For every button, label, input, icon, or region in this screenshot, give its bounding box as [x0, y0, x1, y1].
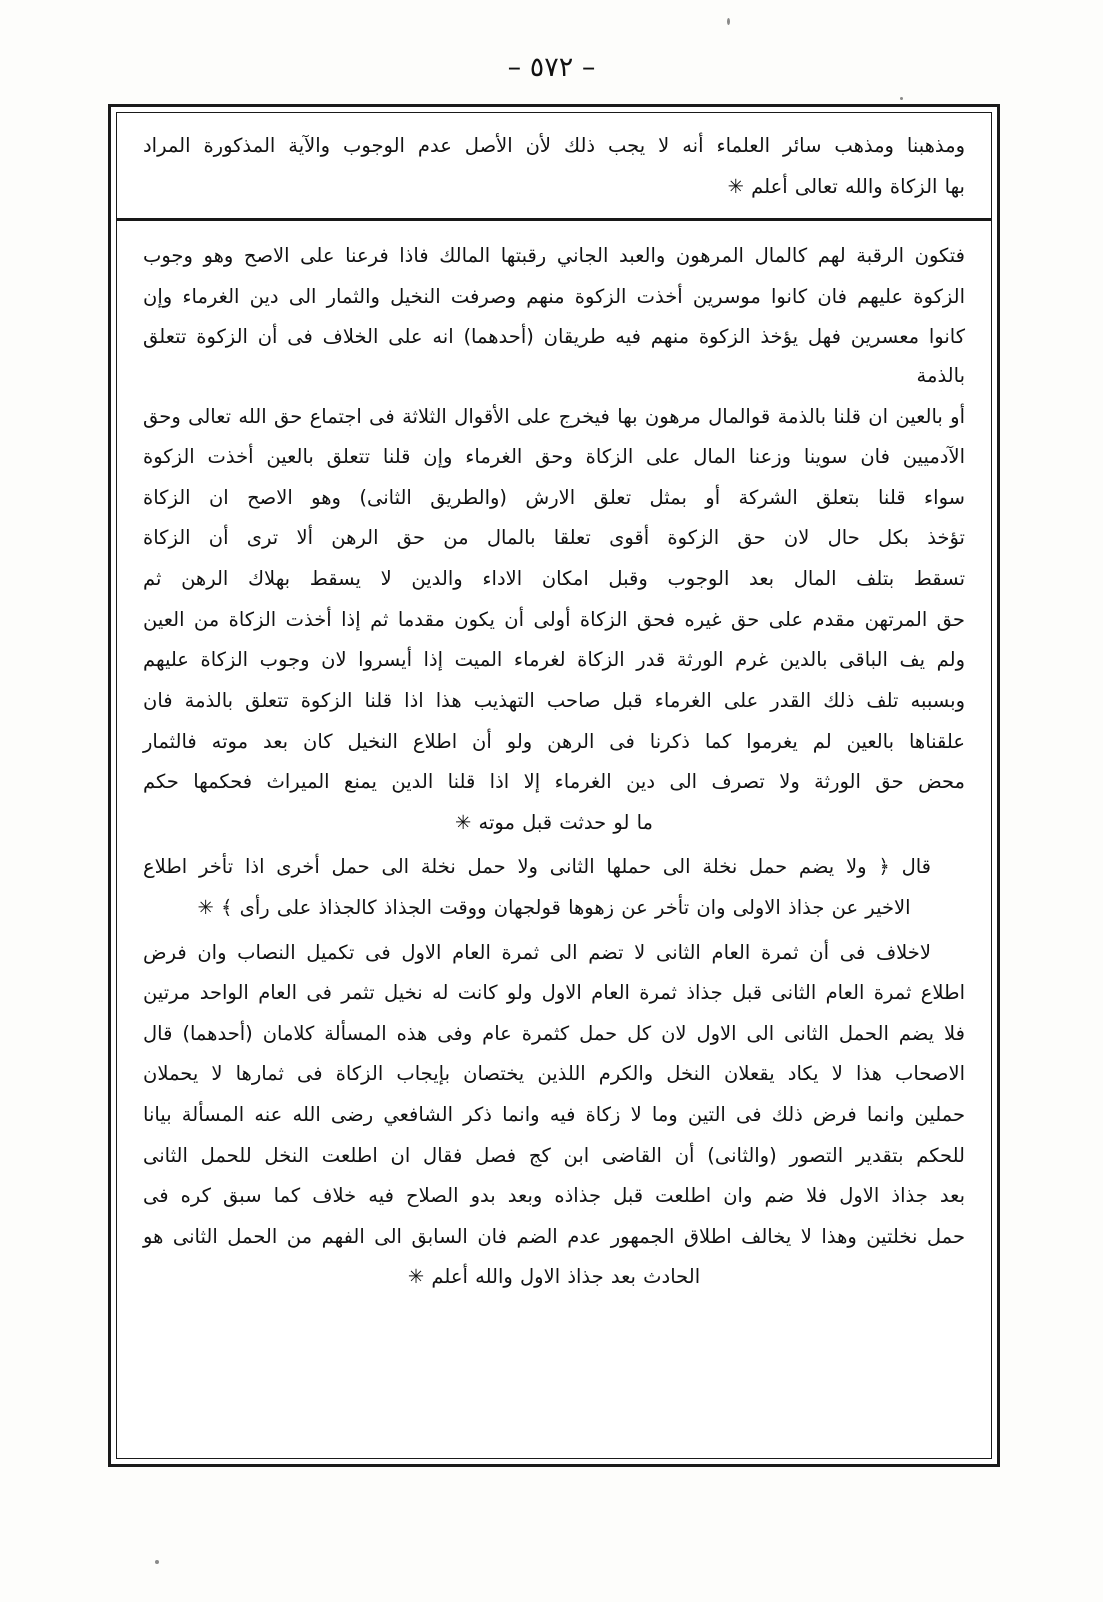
p1-line-3: كانوا معسرين فهل يؤخذ الزكوة منهم فيه طريقان (أحدهما) انه على الخلاف فى أن الزكوة تتعلق بالذمة: [143, 325, 965, 388]
p1-line-14: ما لو حدثت قبل موته ✳: [455, 810, 653, 834]
page-number: – ٥٧٢ –: [507, 52, 596, 83]
scan-speck: [900, 97, 903, 100]
p1-line-12: علقناها بالعين لم يغرموا كما ذكرنا فى الرهن ولو أن اطلاع النخيل كان بعد موته فالثمار: [143, 729, 965, 753]
matn-line-1: قال ﴿ ولا يضم حمل نخلة الى حملها الثانى ولا حمل نخلة الى حمل أخرى اذا تأخر اطلاع: [143, 855, 931, 879]
p1-line-2: الزكوة عليهم فان كانوا موسرين أخذت الزكوة منهم وصرفت النخيل والثمار الى دين الغرماء وإن: [143, 284, 965, 308]
text-frame-outer: [108, 104, 1000, 1467]
p1-line-5: الآدميين فان سوينا وزعنا المال على الزكاة وحق الغرماء وإن قلنا تتعلق بالعين أخذت الزكوة: [143, 445, 965, 469]
text-frame-inner: [116, 112, 992, 1459]
p2-line-2: اطلاع ثمرة العام الثانى قبل جذاذ ثمرة العام الاول ولو كانت له نخيل تثمر فى العام الواحد مرتين: [143, 981, 965, 1005]
matn-line-2: الاخير عن جذاذ الاولى وان تأخر عن زهوها قولجهان ووقت الجذاذ كالجذاذ على رأى ﴾ ✳: [197, 895, 911, 919]
p1-line-9: حق المرتهن مقدم على حق غيره فحق الزكاة أولى أن يكون مقدما ثم إذا أخذت الزكاة من العين: [143, 607, 965, 631]
p1-line-10: ولم يف الباقى بالدين غرم الورثة قدر الزكاة لغرماء الميت إذا أيسروا لان وجوب الزكاة عليهم: [143, 648, 965, 672]
p1-line-8: تسقط بتلف المال بعد الوجوب وقبل امكان الاداء والدين لا يسقط بهلاك الرهن ثم: [143, 567, 965, 591]
paragraph-1: [143, 237, 965, 842]
p2-line-3: فلا يضم الحمل الثانى الى الاول لان كل حمل كثمرة عام وفى هذه المسألة كلامان (أحدهما) قال: [143, 1021, 965, 1045]
top-note-line-1: ومذهبنا ومذهب سائر العلماء أنه لا يجب ذلك لأن الأصل عدم الوجوب والآية المذكورة المراد: [143, 134, 965, 157]
p1-line-11: وبسببه تلف ذلك القدر على الغرماء قبل صاحب التهذيب هذا اذا قلنا الزكوة تتعلق بالذمة فان: [143, 688, 965, 712]
p2-line-7: بعد جذاذ الاول فلا ضم وان اطلعت قبل جذاذه وبعد بدو الصلاح فيه خلاف كما سبق كره فى: [143, 1184, 965, 1208]
paragraph-2: [143, 934, 965, 1297]
top-note-line-2: بها الزكاة والله تعالى أعلم ✳: [727, 174, 965, 198]
p1-line-7: تؤخذ بكل حال لان حق الزكوة أقوى تعلقا بالمال من حق الرهن ألا ترى أن الزكاة: [143, 526, 965, 550]
p2-line-1: لاخلاف فى أن ثمرة العام الثانى لا تضم الى ثمرة العام الاول فى تكميل النصاب وان فرض: [143, 940, 931, 964]
p2-line-9: الحادث بعد جذاذ الاول والله أعلم ✳: [407, 1265, 701, 1289]
matn-quote-block: [143, 848, 965, 927]
p1-line-6: سواء قلنا بتعلق الشركة أو بمثل تعلق الارش (والطريق الثانى) وهو الاصح ان الزكاة: [143, 485, 965, 509]
p1-line-4: أو بالعين ان قلنا بالذمة قوالمال مرهون بها فيخرج على الأقوال الثلاثة فى اجتماع حق الله تعالى وحق: [143, 404, 965, 428]
top-note-section: [117, 113, 991, 221]
scan-speck: [155, 1560, 159, 1564]
p2-line-6: للحكم بتقدير التصور (والثانى) أن القاضى ابن كج فصل فقال ان اطلعت النخل للحمل الثانى: [143, 1143, 965, 1167]
p2-line-4: الاصحاب هذا لا يكاد يقعلان النخل والكرم اللذين يختصان بإيجاب الزكاة فى ثمارها لا يحملان: [143, 1062, 965, 1086]
p1-line-13: محض حق الورثة ولا تصرف الى دين الغرماء إلا اذا قلنا الدين يمنع الميراث فحكمها حكم: [143, 770, 965, 794]
main-body-section: [117, 221, 991, 1317]
scan-speck: [727, 18, 730, 25]
p2-line-8: حمل نخلتين وهذا لا يخالف اطلاق الجمهور عدم الضم فان السابق الى الفهم من الحمل الثانى هو: [143, 1224, 965, 1248]
p2-line-5: حملين وانما فرض ذلك فى التين وما لا زكاة فيه وانما ذكر الشافعي رضى الله عنه المسألة بيانا: [143, 1103, 965, 1127]
p1-line-1: فتكون الرقبة لهم كالمال المرهون والعبد الجاني رقبتها المالك فاذا فرعنا على الاصح وهو وجوب: [143, 244, 965, 268]
